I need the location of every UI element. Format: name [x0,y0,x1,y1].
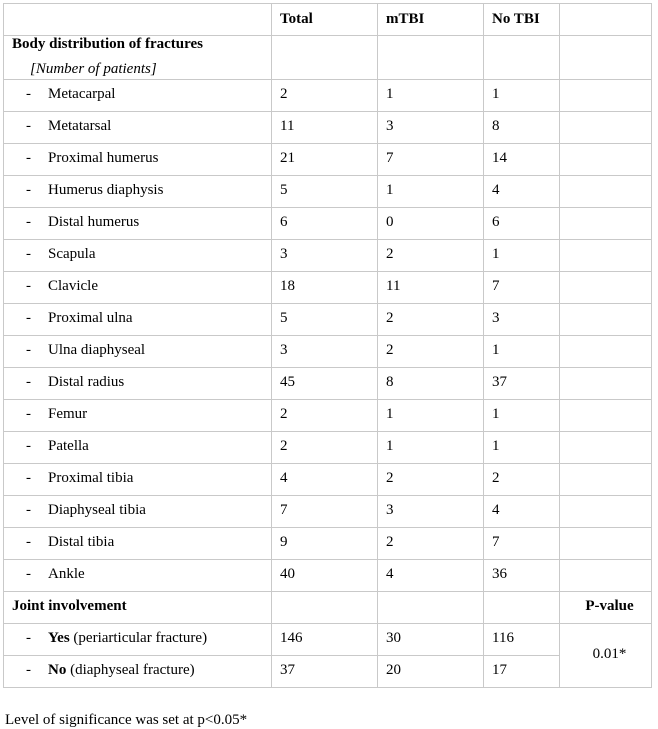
bullet-dash: - [26,182,31,199]
row-label-cell [4,111,272,143]
bullet-dash: - [26,406,31,423]
bullet-dash: - [26,310,31,327]
table-row [4,655,652,687]
total-value: 2 [272,399,378,431]
row-label-cell [4,207,272,239]
bullet-dash: - [26,214,31,231]
bullet-dash: - [26,118,31,135]
empty-cell [560,111,652,143]
no-tbi-value: 37 [484,367,560,399]
row-label-bold: Yes [48,630,70,647]
bullet-dash: - [26,534,31,551]
row-label: Clavicle [48,278,98,295]
no-tbi-value: 8 [484,111,560,143]
section-row-joint-involvement [4,591,652,623]
empty-cell [560,175,652,207]
no-tbi-value: 1 [484,79,560,111]
footnote: Level of significance was set at p<0.05* [5,712,248,728]
no-tbi-value: 1 [484,335,560,367]
row-label-cell [4,527,272,559]
row-label-cell [4,655,272,687]
table-row [4,207,652,239]
section-subtitle: [Number of patients] [30,61,157,78]
empty-cell [560,559,652,591]
table-row [4,559,652,591]
no-tbi-value: 1 [484,431,560,463]
row-label-cell [4,367,272,399]
row-label: Scapula [48,246,96,263]
empty-cell [560,239,652,271]
section-title-cell [4,36,272,80]
row-label-rest: (periarticular fracture) [69,630,208,647]
table-row [4,175,652,207]
table-row [4,143,652,175]
header-total: Total [272,4,378,36]
empty-cell [378,36,484,80]
row-label: Humerus diaphysis [48,182,164,199]
row-label-cell [4,335,272,367]
empty-cell [560,207,652,239]
row-label: Distal tibia [48,534,115,551]
empty-cell [560,335,652,367]
mtbi-value: 1 [378,175,484,207]
bullet-dash: - [26,502,31,519]
total-value: 4 [272,463,378,495]
row-label: Ankle [48,566,85,583]
total-value: 5 [272,175,378,207]
table-row [4,399,652,431]
bullet-dash: - [26,150,31,167]
row-label: Distal radius [48,374,125,391]
row-label-cell [4,79,272,111]
empty-cell [560,463,652,495]
row-label-cell [4,495,272,527]
empty-cell [560,527,652,559]
fracture-distribution-table [3,3,652,688]
total-value: 21 [272,143,378,175]
mtbi-value: 20 [378,655,484,687]
table-row [4,79,652,111]
empty-cell [378,591,484,623]
mtbi-value: 3 [378,111,484,143]
no-tbi-value: 7 [484,527,560,559]
bullet-dash: - [26,662,31,679]
mtbi-value: 2 [378,239,484,271]
row-label-cell [4,431,272,463]
empty-cell [560,431,652,463]
mtbi-value: 0 [378,207,484,239]
mtbi-value: 11 [378,271,484,303]
no-tbi-value: 2 [484,463,560,495]
mtbi-value: 8 [378,367,484,399]
mtbi-value: 30 [378,623,484,655]
no-tbi-value: 14 [484,143,560,175]
mtbi-value: 2 [378,463,484,495]
row-label-cell [4,271,272,303]
table-row [4,527,652,559]
row-label: Proximal tibia [48,470,134,487]
row-label-cell [4,463,272,495]
no-tbi-value: 1 [484,399,560,431]
no-tbi-value: 4 [484,175,560,207]
mtbi-value: 2 [378,335,484,367]
total-value: 9 [272,527,378,559]
row-label: Patella [48,438,89,455]
row-label-cell [4,399,272,431]
mtbi-value: 4 [378,559,484,591]
total-value: 2 [272,79,378,111]
empty-cell [484,36,560,80]
table-row [4,463,652,495]
empty-cell [560,367,652,399]
bullet-dash: - [26,438,31,455]
no-tbi-value: 1 [484,239,560,271]
table-row [4,271,652,303]
mtbi-value: 1 [378,431,484,463]
empty-cell [560,79,652,111]
table-row [4,111,652,143]
row-label: Diaphyseal tibia [48,502,146,519]
table-row [4,303,652,335]
row-label: Ulna diaphyseal [48,342,146,359]
bullet-dash: - [26,470,31,487]
empty-cell [272,591,378,623]
row-label: Femur [48,406,88,423]
row-label-cell [4,559,272,591]
mtbi-value: 2 [378,303,484,335]
total-value: 40 [272,559,378,591]
empty-cell [560,36,652,80]
bullet-dash: - [26,630,31,647]
header-mtbi: mTBI [378,4,484,36]
table-row [4,431,652,463]
bullet-dash: - [26,246,31,263]
row-label-cell [4,143,272,175]
bullet-dash: - [26,278,31,295]
no-tbi-value: 36 [484,559,560,591]
row-label-cell [4,623,272,655]
header-row [4,4,652,36]
empty-cell [560,495,652,527]
row-label: Distal humerus [48,214,140,231]
empty-cell [272,36,378,80]
bullet-dash: - [26,374,31,391]
header-no-tbi: No TBI [484,4,560,36]
section-row-body-distribution [4,36,652,80]
table-row [4,335,652,367]
bullet-dash: - [26,342,31,359]
total-value: 45 [272,367,378,399]
empty-cell [560,303,652,335]
no-tbi-value: 116 [484,623,560,655]
total-value: 2 [272,431,378,463]
bullet-dash: - [26,86,31,103]
pvalue-header: P-value [560,591,652,623]
total-value: 5 [272,303,378,335]
no-tbi-value: 6 [484,207,560,239]
total-value: 3 [272,239,378,271]
empty-cell [560,143,652,175]
row-label-cell [4,239,272,271]
pvalue: 0.01* [560,623,652,687]
total-value: 3 [272,335,378,367]
empty-cell [560,399,652,431]
total-value: 146 [272,623,378,655]
row-label-rest: (diaphyseal fracture) [66,662,195,679]
total-value: 11 [272,111,378,143]
mtbi-value: 3 [378,495,484,527]
header-label-cell [4,4,272,36]
mtbi-value: 1 [378,399,484,431]
row-label-bold: No [48,662,67,679]
header-extra [560,4,652,36]
row-label-cell [4,303,272,335]
row-label: Metacarpal [48,86,116,103]
table-row [4,367,652,399]
table-row [4,495,652,527]
no-tbi-value: 3 [484,303,560,335]
bullet-dash: - [26,566,31,583]
row-label: Metatarsal [48,118,112,135]
section-title: Joint involvement [4,591,272,623]
row-label: Proximal humerus [48,150,159,167]
table-row [4,239,652,271]
mtbi-value: 1 [378,79,484,111]
row-label: Proximal ulna [48,310,133,327]
total-value: 6 [272,207,378,239]
row-label-cell [4,175,272,207]
total-value: 18 [272,271,378,303]
total-value: 7 [272,495,378,527]
total-value: 37 [272,655,378,687]
no-tbi-value: 17 [484,655,560,687]
no-tbi-value: 4 [484,495,560,527]
section-title: Body distribution of fractures [12,36,203,52]
no-tbi-value: 7 [484,271,560,303]
table-row [4,623,652,655]
empty-cell [560,271,652,303]
mtbi-value: 2 [378,527,484,559]
empty-cell [484,591,560,623]
mtbi-value: 7 [378,143,484,175]
